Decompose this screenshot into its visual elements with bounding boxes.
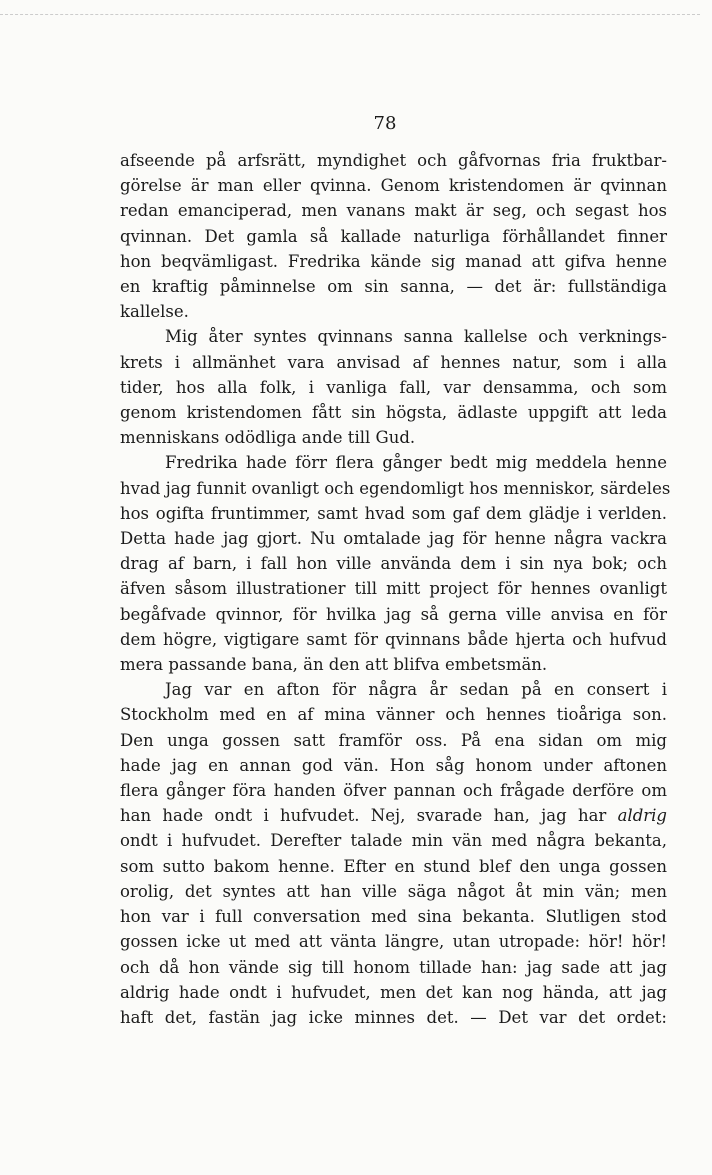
- text-line: genom kristendomen fått sin högsta, ädlaste uppgift att leda: [120, 403, 667, 423]
- text-line: hos ogifta fruntimmer, samt hvad som gaf dem glädje i verlden.: [120, 503, 667, 523]
- text-line: dem högre, vigtigare samt för qvinnans både hjerta och hufvud: [120, 629, 667, 649]
- text-line: hade jag en annan god vän. Hon såg honom under aftonen: [120, 755, 667, 775]
- text-line: Den unga gossen satt framför oss. På ena sidan om mig: [120, 730, 667, 750]
- text-line: hvad jag funnit ovanligt och egendomligt hos menniskor, särdeles: [120, 478, 671, 498]
- scan-edge-line: [0, 14, 700, 15]
- text-line: hon beqvämligast. Fredrika kände sig manad att gifva henne: [120, 251, 667, 271]
- text-line: flera gånger föra handen öfver pannan och frågade derföre om: [120, 781, 667, 801]
- text-line: Jag var en afton för några år sedan på en consert i: [165, 680, 667, 700]
- text-line: orolig, det syntes att han ville säga något åt min vän; men: [120, 881, 667, 901]
- text-line: aldrig hade ondt i hufvudet, men det kan nog hända, att jag: [120, 982, 667, 1002]
- paragraph-4: [120, 677, 667, 1030]
- text-line: redan emanciperad, men vanans makt är seg, och segast hos: [120, 201, 667, 221]
- paragraph-3: [120, 450, 671, 677]
- text-line: gossen icke ut med att vänta längre, utan utropade: hör! hör!: [120, 932, 667, 952]
- text-line: krets i allmänhet vara anvisad af hennes natur, som i alla: [120, 352, 667, 372]
- text-line: tider, hos alla folk, i vanliga fall, var densamma, och som: [120, 377, 667, 397]
- text-line: afseende på arfsrätt, myndighet och gåfvornas fria fruktbar-: [120, 151, 667, 170]
- text-line: menniskans odödliga ande till Gud.: [120, 428, 416, 448]
- text-line-with-emphasis: [120, 803, 667, 828]
- paragraph-2: [120, 324, 667, 450]
- text-line: äfven såsom illustrationer till mitt project för hennes ovanligt: [120, 579, 667, 599]
- text-line: kallelse.: [120, 302, 189, 322]
- paragraph-1: [120, 148, 667, 324]
- text-line: hon var i full conversation med sina bekanta. Slutligen stod: [120, 907, 667, 927]
- text-line: en kraftig påminnelse om sin sanna, — det är: fullständiga: [120, 277, 667, 297]
- text-line: Mig åter syntes qvinnans sanna kallelse och verknings-: [165, 327, 667, 347]
- text-line: begåfvade qvinnor, för hvilka jag så gerna ville anvisa en för: [120, 604, 667, 624]
- page-number: 78: [373, 113, 397, 134]
- emphasized-word: aldrig: [617, 806, 667, 826]
- text-line: och då hon vände sig till honom tillade han: jag sade att jag: [120, 957, 667, 977]
- text-line: ondt i hufvudet. Derefter talade min vän med några bekanta,: [120, 831, 667, 851]
- text-line: qvinnan. Det gamla så kallade naturliga förhållandet finner: [120, 226, 667, 246]
- text-line: Fredrika hade förr flera gånger bedt mig meddela henne: [165, 453, 667, 473]
- text-line: görelse är man eller qvinna. Genom kristendomen är qvinnan: [120, 176, 667, 196]
- text-line: drag af barn, i fall hon ville använda dem i sin nya bok; och: [120, 554, 667, 574]
- text-segment: han hade ondt i hufvudet. Nej, svarade han, jag har: [120, 806, 618, 826]
- text-line: haft det, fastän jag icke minnes det. — Det var det ordet:: [120, 1007, 667, 1027]
- text-line: Stockholm med en af mina vänner och hennes tioåriga son.: [120, 705, 667, 725]
- text-line: mera passande bana, än den att blifva embetsmän.: [120, 655, 548, 675]
- body-text: [120, 148, 671, 1030]
- text-line: Detta hade jag gjort. Nu omtalade jag för henne några vackra: [120, 529, 667, 549]
- text-line: som sutto bakom henne. Efter en stund blef den unga gossen: [120, 856, 667, 876]
